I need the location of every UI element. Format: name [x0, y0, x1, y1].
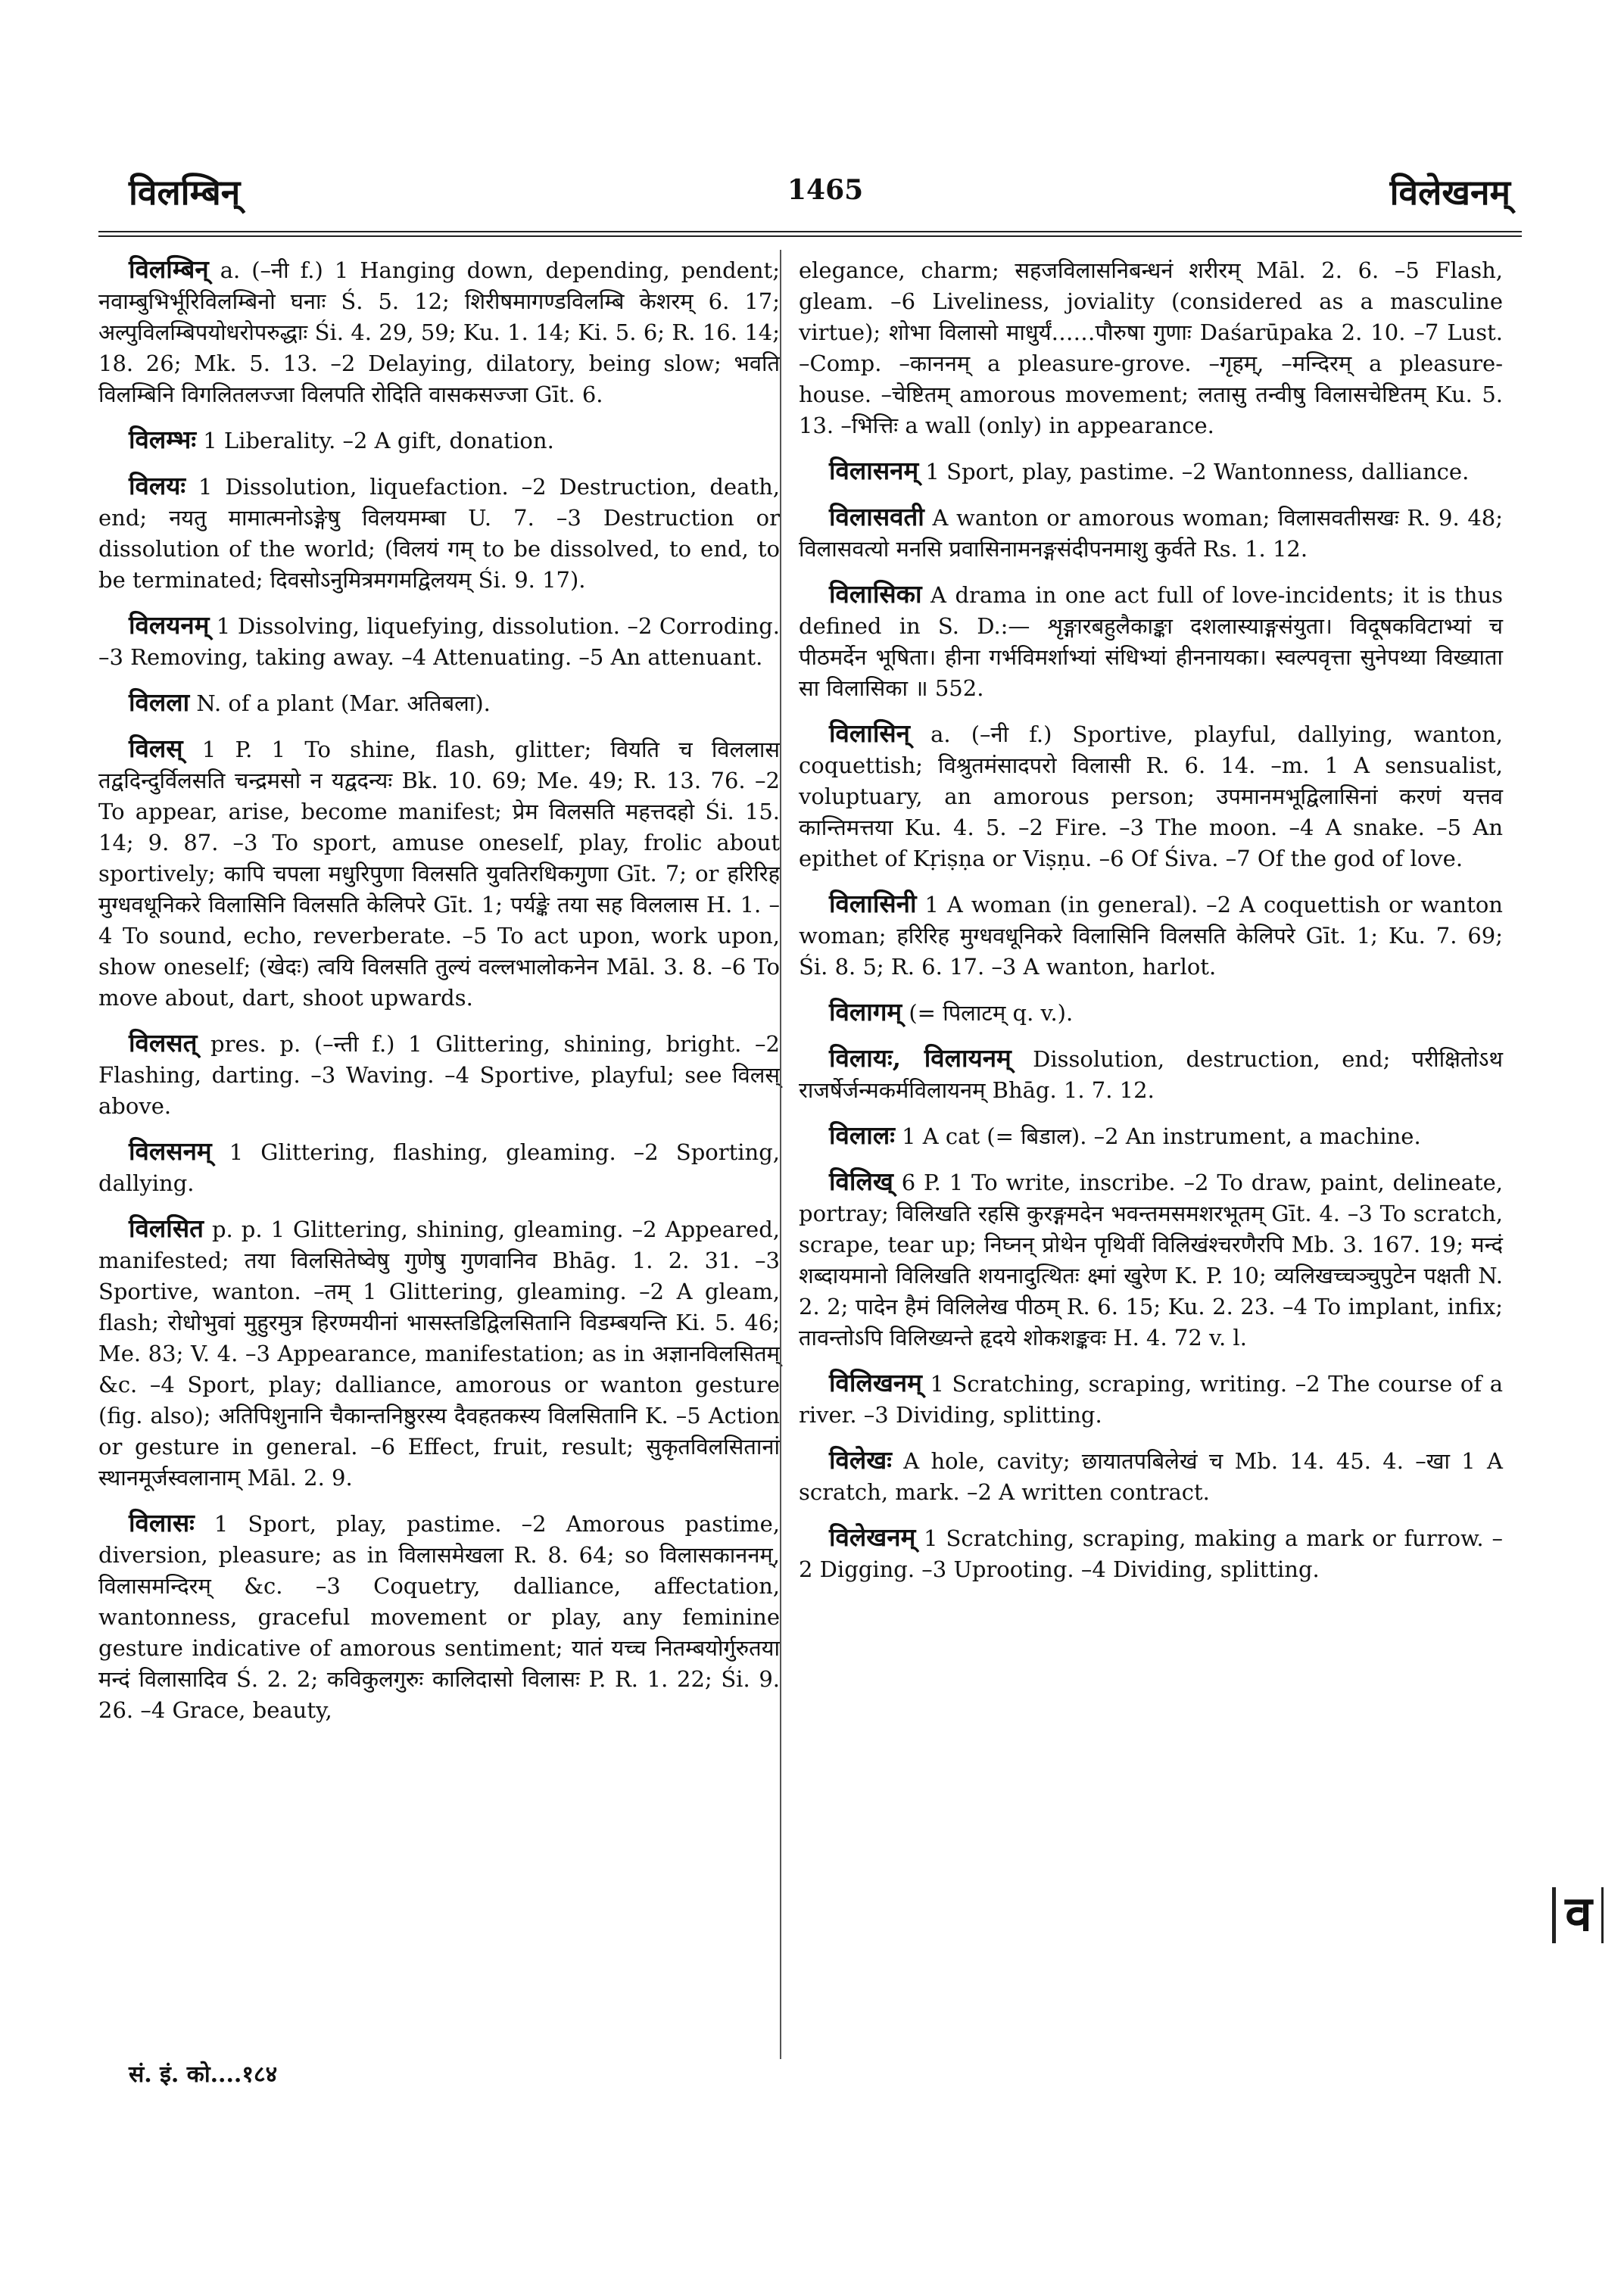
dictionary-entry: [98, 424, 780, 456]
headword: विलला: [129, 687, 190, 717]
definition: elegance, charm; सहजविलासनिबन्धनं शरीरम् Māl. 2. 6. –5 Flash, gleam. –6 Liveliness, joviality (considered as a masculine virtue); शोभा विलासो माधुर्यं……पौरुषा गुणाः Daśarūpaka 2. 10. –7 Lust. –Comp. –काननम् a pleasure-grove. –गृहम्, –मन्दिरम् a pleasure-house. –चेष्टितम् amorous movement; लतासु तन्वीषु विलासचेष्टितम् Ku. 5. 13. –भित्तिः a wall (only) in appearance.: [799, 257, 1503, 438]
headword: विलासिन्: [829, 718, 910, 748]
headword: विलासः: [129, 1508, 195, 1537]
dictionary-entry: [98, 1136, 780, 1199]
header-right-guideword: विलेखनम्: [1389, 172, 1510, 213]
definition: 1 A woman (in general). –2 A coquettish or wanton woman; हरिरिह मुग्धवधूनिकरे विलासिनि विलसति केलिपरे Gīt. 1; Ku. 7. 69; Śi. 8. 5; R. 6. 17. –3 A wanton, harlot.: [799, 892, 1503, 980]
column-divider: [780, 250, 781, 2059]
headword: विलासिनी: [829, 889, 917, 918]
definition: a. (–नी f.) Sportive, playful, dallying, wanton, coquettish; विश्रुतमंसादपरो विलासी R. 6. 14. –m. 1 A sensualist, voluptuary, an amorous person; उपमानमभूद्विलासिनां करणं यत्तव कान्तिमत्तया Ku. 4. 5. –2 Fire. –3 The moon. –4 A snake. –5 An epithet of Kṛiṣṇa or Viṣṇu. –6 Of Śiva. –7 Of the god of love.: [799, 721, 1503, 871]
definition: 1 Dissolution, liquefaction. –2 Destruction, death, end; नयतु मामात्मनोऽङ्गेषु विलयमम्बा U. 7. –3 Destruction or dissolution of the world; (विलयं गम् to be dissolved, to end, to be terminated; दिवसोऽनुमित्रमगमद्विलयम् Śi. 9. 17).: [98, 474, 780, 593]
headword: विलेखनम्: [829, 1522, 916, 1552]
definition: 1 Glittering, flashing, gleaming. –2 Sporting, dallying.: [98, 1139, 780, 1196]
dictionary-entry: [98, 470, 780, 596]
definition: pres. p. (–न्ती f.) 1 Glittering, shining, bright. –2 Flashing, darting. –3 Waving. –4 Sportive, playful; see विलस् above.: [98, 1031, 780, 1119]
headword: विलिखनम्: [829, 1368, 922, 1397]
dictionary-entry: [799, 455, 1503, 488]
headword: विलसित: [129, 1213, 204, 1243]
dictionary-entry-continued: [799, 254, 1503, 441]
dictionary-entry: [799, 888, 1503, 983]
thumb-index-letter: व: [1556, 1885, 1601, 1946]
dictionary-entry: [98, 254, 780, 410]
dictionary-entry: [799, 501, 1503, 565]
dictionary-entry: [799, 718, 1503, 874]
definition: 6 P. 1 To write, inscribe. –2 To draw, paint, delineate, portray; विलिखति रहसि कुरङ्गमदेन भवन्तमसमशरभूतम् Gīt. 4. –3 To scratch, scrape, tear up; निघ्नन् प्रोथेन पृथिवीं विलिखंश्चरणैरपि Mb. 3. 167. 19; मन्दं शब्दायमानो विलिखति शयनादुत्थितः क्ष्मां खुरेण K. P. 10; व्यलिखच्चञ्चुपुटेन पक्षती N. 2. 2; पादेन हैमं विलिलेख पीठम् R. 6. 15; Ku. 2. 23. –4 To implant, infix; तावन्तोऽपि विलिख्यन्ते हृदये शोकशङ्कवः H. 4. 72 v. l.: [799, 1170, 1503, 1351]
headword: विलासनम्: [829, 456, 919, 485]
headword: विलम्बिन्: [129, 254, 209, 284]
definition: N. of a plant (Mar. अतिबला).: [189, 690, 491, 716]
definition: 1 Sport, play, pastime. –2 Amorous pastime, diversion, pleasure; as in विलासमेखला R. 8. 64; so विलासकाननम्, विलासमन्दिरम् &c. –3 Coquetry, dalliance, affectation, wantonness, graceful movement or play, any feminine gesture indicative of amorous sentiment; यातं यच्च नितम्बयोर्गुरुतया मन्दं विलासादिव Ś. 2. 2; कविकुलगुरुः कालिदासो विलासः P. R. 1. 22; Śi. 9. 26. –4 Grace, beauty,: [98, 1511, 780, 1723]
headword: विलसत्: [129, 1028, 198, 1058]
header-left-guideword: विलम्बिन्: [129, 172, 241, 213]
dictionary-entry: [98, 609, 780, 673]
definition: (= पिलाटम् q. v.).: [902, 1000, 1074, 1026]
dictionary-entry: [799, 578, 1503, 704]
definition: a. (–नी f.) 1 Hanging down, depending, pendent; नवाम्बुभिर्भूरिविलम्बिनो घनाः Ś. 5. 12; शिरीषमागण्डविलम्बि केशरम् 6. 17; अल्पुविलम्बिपयोधरोपरुद्धाः Śi. 4. 29, 59; Ku. 1. 14; Ki. 5. 6; R. 16. 14; 18. 26; Mk. 5. 13. –2 Delaying, dilatory, being slow; भवति विलम्बिनि विगलितलज्जा विलपति रोदिति वासकसज्जा Gīt. 6.: [98, 257, 780, 407]
definition: 1 Liberality. –2 A gift, donation.: [196, 428, 554, 453]
headword: विलालः: [829, 1120, 895, 1150]
page-number: 1465: [787, 174, 864, 206]
headword: विलयनम्: [129, 610, 210, 640]
dictionary-entry: [98, 687, 780, 719]
headword: विलायः, विलायनम्: [829, 1043, 1011, 1073]
headword: विलिख्: [829, 1167, 893, 1196]
definition: 1 Scratching, scraping, making a mark or furrow. –2 Digging. –3 Uprooting. –4 Dividing, splitting.: [799, 1525, 1503, 1582]
dictionary-entry: [799, 1444, 1503, 1508]
right-column: [799, 254, 1503, 1599]
left-column: [98, 254, 780, 1740]
headword: विलासवती: [829, 502, 924, 531]
definition: 1 A cat (= बिडाल). –2 An instrument, a machine.: [894, 1123, 1421, 1149]
header-rule-double: [98, 235, 1522, 237]
dictionary-entry: [98, 733, 780, 1014]
header-rule: [98, 231, 1522, 232]
headword: विलम्भः: [129, 425, 197, 454]
headword: विलयः: [129, 471, 186, 500]
headword: विलागम्: [829, 997, 902, 1027]
definition: Dissolution, destruction, end; परीक्षितोऽथ राजर्षेर्जन्मकर्मविलायनम् Bhāg. 1. 7. 12.: [799, 1046, 1504, 1103]
definition: 1 Scratching, scraping, writing. –2 The course of a river. –3 Dividing, splitting.: [799, 1371, 1503, 1428]
dictionary-entry: [98, 1027, 780, 1122]
headword: विलस्: [129, 734, 183, 763]
dictionary-entry: [799, 1367, 1503, 1431]
dictionary-entry: [799, 1042, 1503, 1106]
dictionary-entry: [98, 1213, 780, 1494]
dictionary-entry: [98, 1507, 780, 1726]
definition: p. p. 1 Glittering, shining, gleaming. –2 Appeared, manifested; तया विलसितेष्वेषु गुणेषु गुणवानिव Bhāg. 1. 2. 31. –3 Sportive, wanton. –तम् 1 Glittering, gleaming. –2 A gleam, flash; रोधोभुवां मुहुरमुत्र हिरण्मयीनां भासस्तडिद्विलसितानि विडम्बयन्ति Ki. 5. 46; Me. 83; V. 4. –3 Appearance, manifestation; as in अज्ञानविलसितम् &c. –4 Sport, play; dalliance, amorous or wanton gesture (fig. also); अतिपिशुनानि चैकान्तनिष्ठुरस्य दैवहतकस्य विलसितानि K. –5 Action or gesture in general. –6 Effect, fruit, result; सुकृतविलसितानां स्थानमूर्जस्वलानाम् Māl. 2. 9.: [98, 1217, 780, 1491]
headword: विलासिका: [829, 579, 922, 609]
definition: 1 Dissolving, liquefying, dissolution. –2 Corroding. –3 Removing, taking away. –4 Attenuating. –5 An attenuant.: [98, 613, 780, 670]
definition: A wanton or amorous woman; विलासवतीसखः R. 9. 48; विलासवत्यो मनसि प्रवासिनामनङ्गसंदीपनमाशु कुर्वते Rs. 1. 12.: [799, 505, 1503, 562]
dictionary-entry: [799, 996, 1503, 1029]
definition: 1 P. 1 To shine, flash, glitter; वियति च विललास तद्वदिन्दुर्विलसति चन्द्रमसो न यद्वदन्यः Bk. 10. 69; Me. 49; R. 13. 76. –2 To appear, arise, become manifest; प्रेम विलसति महत्तदहो Śi. 15. 14; 9. 87. –3 To sport, amuse oneself, play, frolic about sportively; कापि चपला मधुरिपुणा विलसति युवतिरधिकगुणा Gīt. 7; or हरिरिह मुग्धवधूनिकरे विलासिनि विलसति केलिपरे Gīt. 1; पर्यङ्के तया सह विललास H. 1. –4 To sound, echo, reverberate. –5 To act upon, work upon, show oneself; (खेदः) त्वयि विलसति तुल्यं वल्लभालोकनेन Māl. 3. 8. –6 To move about, dart, shoot upwards.: [98, 737, 780, 1011]
signature-mark: सं. इं. को....१८४: [129, 2061, 278, 2088]
dictionary-entry: [799, 1166, 1503, 1354]
definition: 1 Sport, play, pastime. –2 Wantonness, dalliance.: [918, 459, 1470, 484]
headword: विलसनम्: [129, 1136, 212, 1166]
headword: विलेखः: [829, 1445, 892, 1475]
definition: A drama in one act full of love-incidents; it is thus defined in S. D.:— शृङ्गारबहुलैकाङ्का दशलास्याङ्गसंयुता। विदूषकविटाभ्यां च पीठमर्देन भूषिता। हीना गर्भविमर्शाभ्यां संधिभ्यां हीननायका। स्वल्पवृत्ता सुनेपथ्या विख्याता सा विलासिका ॥ 552.: [799, 582, 1503, 701]
dictionary-entry: [799, 1120, 1503, 1152]
definition: A hole, cavity; छायातपबिलेखं च Mb. 14. 45. 4. –खा 1 A scratch, mark. –2 A written contract.: [799, 1448, 1503, 1505]
dictionary-entry: [799, 1522, 1503, 1585]
